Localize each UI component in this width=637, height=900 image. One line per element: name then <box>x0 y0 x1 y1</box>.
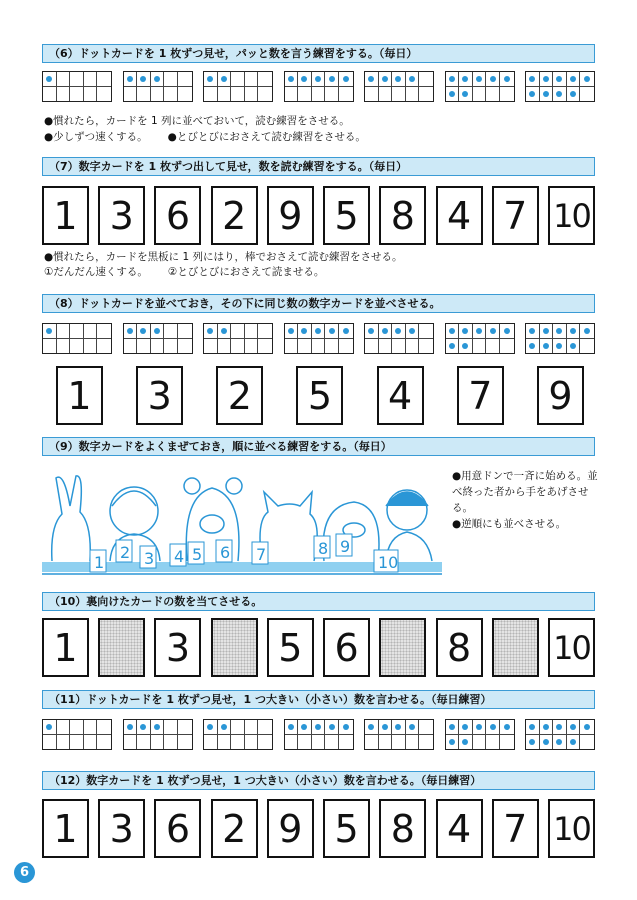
section-6-title: （6）ドットカードを 1 枚ずつ見せ，パッと数を言う練習をする。（毎日） <box>42 44 595 63</box>
dot <box>301 76 307 82</box>
dot <box>140 328 146 334</box>
section-11-title: （11）ドットカードを 1 枚ずつ見せ，1 つ大きい（小さい）数を言わせる。（毎日練習） <box>42 690 595 709</box>
dot <box>301 328 307 334</box>
dot <box>395 76 401 82</box>
face-down-card <box>211 618 258 677</box>
dot <box>382 328 388 334</box>
dot-card <box>203 719 273 750</box>
dot <box>462 343 468 349</box>
number-card: 9 <box>267 799 314 858</box>
section-10-title: （10）裏向けたカードの数を当てさせる。 <box>42 592 595 611</box>
dot <box>288 76 294 82</box>
dot <box>449 343 455 349</box>
section-7-note-2: ①だんだん速くする。 <box>44 266 148 278</box>
dot <box>140 76 146 82</box>
number-card: 6 <box>154 186 201 245</box>
dot <box>556 91 562 97</box>
dot-card <box>525 323 595 354</box>
dot-card <box>284 323 354 354</box>
dot <box>570 724 576 730</box>
number-card: 2 <box>211 799 258 858</box>
dot <box>490 328 496 334</box>
dot <box>127 328 133 334</box>
dot <box>329 76 335 82</box>
number-card: 1 <box>42 799 89 858</box>
number-card: 8 <box>379 799 426 858</box>
dot <box>409 76 415 82</box>
dot <box>343 76 349 82</box>
section-7-note-1: ●慣れたら，カードを黒板に 1 列にはり，棒でおさえて読む練習をさせる。 <box>44 251 403 263</box>
dot <box>221 328 227 334</box>
dot-card <box>525 71 595 102</box>
dot <box>382 76 388 82</box>
dot <box>221 724 227 730</box>
number-card: 8 <box>379 186 426 245</box>
dot <box>462 328 468 334</box>
section-6-note-1: ●慣れたら，カードを 1 列に並べておいて，読む練習をさせる。 <box>44 115 350 127</box>
dot <box>462 76 468 82</box>
number-card: 10 <box>548 618 595 677</box>
dot <box>556 76 562 82</box>
section-12-title: （12）数字カードを 1 枚ずつ見せ，1 つ大きい（小さい）数を言わせる。（毎日練習） <box>42 771 595 790</box>
dot <box>382 724 388 730</box>
number-card: 3 <box>136 366 183 425</box>
dot <box>556 724 562 730</box>
dot <box>570 739 576 745</box>
number-card: 10 <box>548 799 595 858</box>
dot <box>490 724 496 730</box>
dot <box>543 91 549 97</box>
number-card: 7 <box>492 799 539 858</box>
dot <box>395 328 401 334</box>
number-card: 4 <box>436 186 483 245</box>
dot-card <box>284 719 354 750</box>
section-6-dot-cards <box>42 71 595 102</box>
dot <box>529 724 535 730</box>
dot <box>584 328 590 334</box>
dot <box>46 328 52 334</box>
face-down-card <box>492 618 539 677</box>
dot-card <box>445 719 515 750</box>
dot <box>504 76 510 82</box>
dot <box>127 76 133 82</box>
held-card-number: 6 <box>220 543 231 562</box>
dot-card <box>203 71 273 102</box>
dot <box>584 76 590 82</box>
dot <box>368 328 374 334</box>
number-card: 2 <box>216 366 263 425</box>
section-7-notes-row <box>44 265 344 280</box>
dot <box>462 739 468 745</box>
number-card: 3 <box>98 186 145 245</box>
dot <box>315 724 321 730</box>
dot <box>504 328 510 334</box>
dot-card <box>203 323 273 354</box>
section-6-note-2: ●少しずつ速くする。 <box>44 131 148 143</box>
dot <box>140 724 146 730</box>
number-card: 3 <box>98 799 145 858</box>
section-12-number-cards <box>42 799 595 858</box>
section-8-title: （8）ドットカードを並べておき，その下に同じ数の数字カードを並べさせる。 <box>42 294 595 313</box>
held-card-number: 7 <box>256 545 267 564</box>
dot <box>154 328 160 334</box>
section-8-dot-cards <box>42 323 595 354</box>
dot <box>529 328 535 334</box>
dot-card <box>525 719 595 750</box>
section-9-title: （9）数字カードをよくまぜておき，順に並べる練習をする。（毎日） <box>42 437 595 456</box>
held-card-number: 4 <box>174 547 185 566</box>
dot <box>154 724 160 730</box>
held-card-number: 9 <box>340 537 351 556</box>
dot <box>543 739 549 745</box>
dot-card <box>284 71 354 102</box>
dot <box>529 76 535 82</box>
dot <box>570 328 576 334</box>
number-card: 7 <box>492 186 539 245</box>
number-card: 1 <box>56 366 103 425</box>
dot <box>543 328 549 334</box>
section-9-illustration <box>42 466 442 581</box>
dot <box>288 328 294 334</box>
number-card: 5 <box>296 366 343 425</box>
number-card: 4 <box>436 799 483 858</box>
dot <box>476 724 482 730</box>
dot <box>207 76 213 82</box>
number-card: 9 <box>537 366 584 425</box>
dot <box>462 91 468 97</box>
dot-card <box>445 71 515 102</box>
dot <box>543 76 549 82</box>
dot <box>395 724 401 730</box>
held-card-number: 5 <box>192 545 203 564</box>
number-card: 3 <box>154 618 201 677</box>
dot <box>288 724 294 730</box>
held-card-number: 3 <box>144 549 155 568</box>
face-down-card <box>379 618 426 677</box>
number-card: 9 <box>267 186 314 245</box>
dot-card <box>364 719 434 750</box>
dot <box>449 724 455 730</box>
dot <box>207 724 213 730</box>
dot <box>343 724 349 730</box>
dot-card <box>445 323 515 354</box>
page-number: 6 <box>14 862 35 883</box>
section-9-note-2: ●逆順にも並べさせる。 <box>452 518 567 530</box>
number-card: 5 <box>267 618 314 677</box>
dot <box>221 76 227 82</box>
number-card: 6 <box>323 618 370 677</box>
dot-card <box>123 323 193 354</box>
dot <box>490 76 496 82</box>
dot <box>449 91 455 97</box>
held-card-number: 8 <box>318 539 329 558</box>
number-card: 7 <box>457 366 504 425</box>
number-card: 1 <box>42 618 89 677</box>
number-card: 6 <box>154 799 201 858</box>
dot <box>570 76 576 82</box>
dot <box>127 724 133 730</box>
dot <box>315 328 321 334</box>
girl <box>110 487 158 535</box>
dot <box>154 76 160 82</box>
dot <box>449 739 455 745</box>
dot <box>504 724 510 730</box>
dot <box>584 724 590 730</box>
dot-card <box>364 323 434 354</box>
dot <box>46 76 52 82</box>
dot-card <box>123 719 193 750</box>
dot <box>343 328 349 334</box>
dot-card <box>364 71 434 102</box>
dot <box>570 91 576 97</box>
dot-card <box>42 719 112 750</box>
dot-card <box>123 71 193 102</box>
number-card: 2 <box>211 186 258 245</box>
dot <box>46 724 52 730</box>
number-card: 1 <box>42 186 89 245</box>
dot <box>476 328 482 334</box>
cat <box>260 492 317 561</box>
dot <box>556 739 562 745</box>
dot <box>529 91 535 97</box>
dot <box>570 343 576 349</box>
section-10-number-cards <box>42 618 595 677</box>
dot <box>409 724 415 730</box>
rabbit <box>52 476 91 561</box>
section-9-note-1: ●用意ドンで一斉に始める。並べ終った者から手をあげさせる。 <box>452 470 598 514</box>
dot <box>329 724 335 730</box>
section-9-side-notes <box>452 468 602 532</box>
dot <box>368 724 374 730</box>
dot-card <box>42 323 112 354</box>
number-card: 5 <box>323 799 370 858</box>
section-8-number-cards <box>56 366 584 425</box>
dot-card <box>42 71 112 102</box>
dot <box>207 328 213 334</box>
number-card: 4 <box>377 366 424 425</box>
dot <box>449 328 455 334</box>
dot <box>409 328 415 334</box>
dot <box>368 76 374 82</box>
dot <box>476 76 482 82</box>
held-card-number: 10 <box>378 553 399 572</box>
dot <box>529 343 535 349</box>
number-card: 5 <box>323 186 370 245</box>
dot <box>301 724 307 730</box>
section-7-title: （7）数字カードを 1 枚ずつ出して見せ，数を読む練習をする。（毎日） <box>42 157 595 176</box>
held-card-number: 2 <box>120 543 131 562</box>
held-card-number: 1 <box>94 553 105 572</box>
dot <box>329 328 335 334</box>
dot <box>543 724 549 730</box>
number-card: 8 <box>436 618 483 677</box>
section-6-notes-row <box>44 130 386 145</box>
section-7-note-3: ②とびとびにおさえて読ませる。 <box>167 266 325 278</box>
section-7-number-cards <box>42 186 595 245</box>
dot <box>449 76 455 82</box>
section-6-note-3: ●とびとびにおさえて読む練習をさせる。 <box>167 131 366 143</box>
dot <box>556 328 562 334</box>
number-card: 10 <box>548 186 595 245</box>
dot <box>315 76 321 82</box>
dot <box>543 343 549 349</box>
section-11-dot-cards <box>42 719 595 750</box>
dot <box>556 343 562 349</box>
face-down-card <box>98 618 145 677</box>
dot <box>529 739 535 745</box>
dot <box>462 724 468 730</box>
